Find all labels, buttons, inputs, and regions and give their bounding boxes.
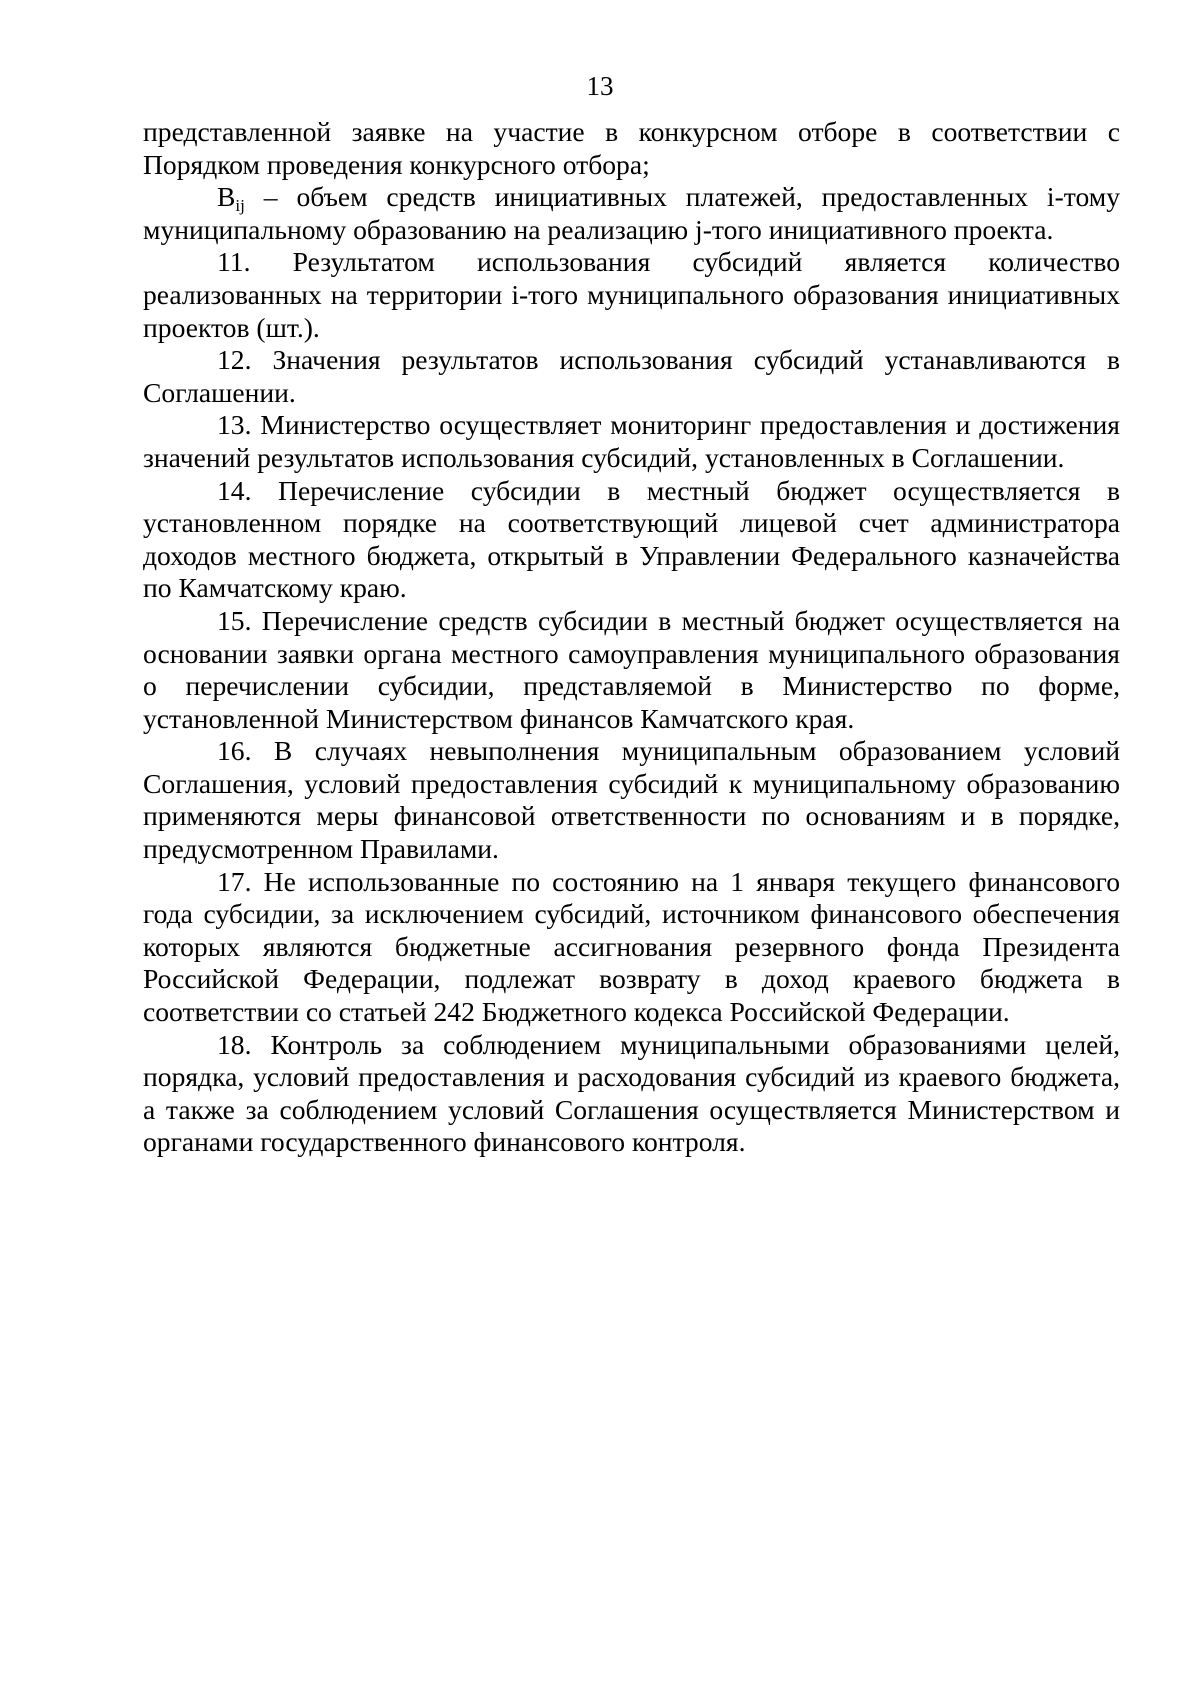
paragraph-15: 15. Перечисление средств субсидии в местный бюджет осуществляется на основании заявки органа местного самоуправления муниципального образования о перечислении субсидии, представляемой в Министерство по форме, установленной Министерством финансов Камчатского края. xyxy=(143,604,1120,734)
paragraph-continuation: представленной заявке на участие в конкурсном отборе в соответствии с Порядком проведения конкурсного отбора; xyxy=(143,116,1120,180)
paragraph-11: 11. Результатом использования субсидий является количество реализованных на территории i-того муниципального образования инициативных проектов (шт.). xyxy=(143,246,1120,343)
paragraph-bij-definition xyxy=(143,181,1120,246)
variable-subscript: ij xyxy=(235,195,245,215)
paragraph-14: 14. Перечисление субсидии в местный бюджет осуществляется в установленном порядке на соответствующий лицевой счет администратора доходов местного бюджета, открытый в Управлении Федерального казначейства по Камчатскому краю. xyxy=(143,474,1120,604)
paragraph-17: 17. Не использованные по состоянию на 1 января текущего финансового года субсидии, за исключением субсидий, источником финансового обеспечения которых являются бюджетные ассигнования резервного фонда Президента Российской Федерации, подлежат возврату в доход краевого бюджета в соответствии со статьей 242 Бюджетного кодекса Российской Федерации. xyxy=(143,865,1120,1028)
variable-symbol: B xyxy=(217,181,236,213)
paragraph-12: 12. Значения результатов использования субсидий устанавливаются в Соглашении. xyxy=(143,344,1120,408)
paragraph-18: 18. Контроль за соблюдением муниципальными образованиями целей, порядка, условий предоставления и расходования субсидий из краевого бюджета, а также за соблюдением условий Соглашения осуществляется Министерством и органами государственного финансового контроля. xyxy=(143,1028,1120,1158)
page-number: 13 xyxy=(586,71,614,101)
variable-definition: – объем средств инициативных платежей, предоставленных i-тому муниципальному образованию на реализацию j-того инициативного проекта. xyxy=(143,181,1120,245)
paragraph-13: 13. Министерство осуществляет мониторинг предоставления и достижения значений результатов использования субсидий, установленных в Соглашении. xyxy=(143,409,1120,473)
paragraph-16: 16. В случаях невыполнения муниципальным образованием условий Соглашения, условий предоставления субсидий к муниципальному образованию применяются меры финансовой ответственности по основаниям и в порядке, предусмотренном Правилами. xyxy=(143,735,1120,865)
document-body xyxy=(143,116,1120,1159)
